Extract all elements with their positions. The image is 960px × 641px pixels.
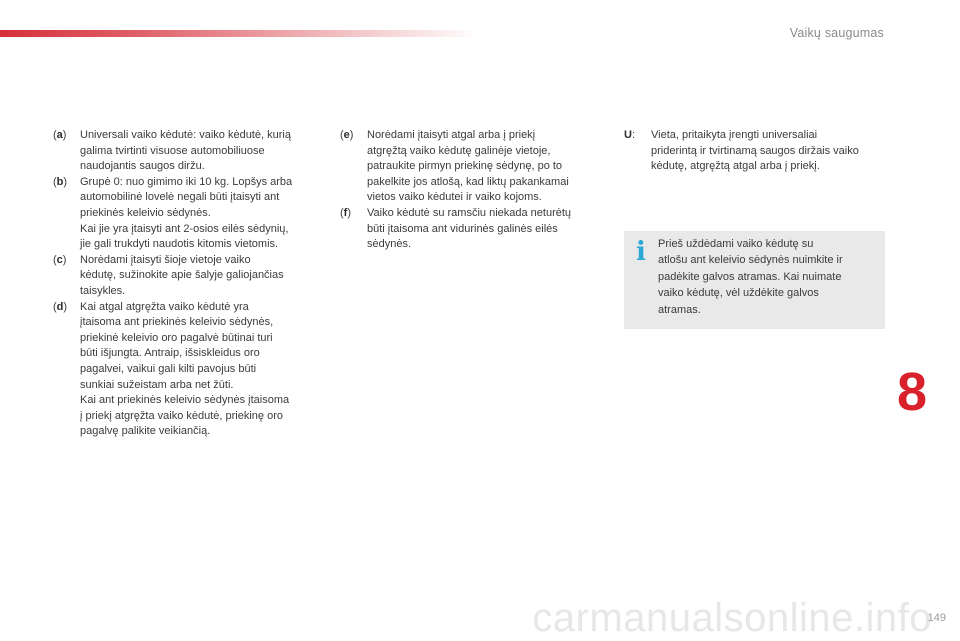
text-line: Norėdami įtaisyti atgal arba į priekį xyxy=(367,129,536,141)
legend-key: e xyxy=(343,129,350,141)
legend-entry-c: (c) Norėdami įtaisyti šioje vietoje vaiko kėdutę, sužinokite apie šalyje galiojančias taisykles. xyxy=(53,253,321,300)
column-1 xyxy=(53,128,321,440)
text-line: vaiko kėdutę, vėl uždėkite galvos xyxy=(658,287,819,300)
text-line: kėdutę, atgręžtą atgal arba į priekį. xyxy=(651,160,820,173)
text-line: atramas. xyxy=(658,303,701,316)
text-line: pagalvei, vaikui gali kilti pavojus būti xyxy=(80,362,257,375)
legend-entry-b: (b) Grupė 0: nuo gimimo iki 10 kg. Lopšys arba automobilinė lovelė negali būti įtaisyti ant priekinės keleivio sėdynės. Kai jie yra įtaisyti ant 2-osios eilės sėdynių, jie gali trukdyti naudotis kitomis vietomis. xyxy=(53,175,321,253)
legend-key: U xyxy=(624,129,632,141)
legend-key: f xyxy=(343,206,348,219)
legend-key: d xyxy=(56,300,64,313)
text-line: įtaisoma ant priekinės keleivio sėdynės, xyxy=(80,316,274,329)
page-number: 149 xyxy=(927,612,946,624)
text-line: Norėdami įtaisyti šioje vietoje vaiko xyxy=(80,253,251,266)
legend-entry-f: (f) Vaiko kėdutė su ramsčiu niekada neturėtų būti įtaisoma ant vidurinės galinės eilės sėdynės. xyxy=(340,206,600,253)
legend-entry-a: (a) Universali vaiko kėdutė: vaiko kėdutė, kurią galima tvirtinti visuose automobiliuose naudojantis saugos diržu. xyxy=(53,128,321,175)
text-line: Vieta, pritaikyta įrengti universaliai xyxy=(651,129,818,141)
watermark: carmanualsonline.info xyxy=(532,596,932,640)
text-line: Kai jie yra įtaisyti ant 2-osios eilės sėdynių, xyxy=(80,222,289,235)
text-line: galima tvirtinti visuose automobiliuose xyxy=(80,144,265,157)
text-line: naudojantis saugos diržu. xyxy=(80,160,205,173)
text-line: būti išjungta. Antraip, išsiskleidus oro xyxy=(80,347,260,360)
legend-key: c xyxy=(56,253,63,266)
info-icon: i xyxy=(636,237,646,267)
text-line: Vaiko kėdutė su ramsčiu niekada neturėtų xyxy=(367,206,572,219)
info-box xyxy=(624,231,885,329)
text-line: taisykles. xyxy=(80,284,126,297)
text-line: Grupė 0: nuo gimimo iki 10 kg. Lopšys arba xyxy=(80,175,293,188)
text-line: padėkite galvos atramas. Kai nuimate xyxy=(658,270,842,283)
legend-entry-e: (e) Norėdami įtaisyti atgal arba į priekį atgręžtą vaiko kėdutę galinėje vietoje, patraukite pirmyn priekinę sėdynę, po to pakelkite jos atlošą, kad liktų pakankamai vietos vaiko kėdutei ir vaiko kojoms. xyxy=(340,128,600,206)
column-2 xyxy=(340,128,600,253)
text-line: Kai atgal atgręžta vaiko kėdutė yra xyxy=(80,300,249,313)
legend-key: a xyxy=(56,129,63,141)
text-line: Prieš uždėdami vaiko kėdutę su xyxy=(658,238,814,250)
column-3 xyxy=(624,128,886,175)
text-line: priekinės keleivio sėdynės. xyxy=(80,206,211,219)
text-line: priekinė keleivio oro pagalvė būtinai turi xyxy=(80,331,273,344)
text-line: patraukite pirmyn priekinę sėdynę, po to xyxy=(367,160,563,173)
chapter-number: 8 xyxy=(897,362,928,422)
header-accent-bar xyxy=(0,30,480,37)
section-title: Vaikų saugumas xyxy=(789,26,884,40)
text-line: pagalvę palikite veikiančią. xyxy=(80,425,211,438)
text-line: atgręžtą vaiko kėdutę galinėje vietoje, xyxy=(367,144,551,157)
text-line: Kai ant priekinės keleivio sėdynės įtaisoma xyxy=(80,394,290,407)
legend-key: b xyxy=(56,175,64,188)
info-text xyxy=(658,236,876,318)
text-line: Universali vaiko kėdutė: vaiko kėdutė, kurią xyxy=(80,129,291,141)
text-line: į priekį atgręžta vaiko kėdutė, priekinę oro xyxy=(80,409,283,422)
text-line: jie gali trukdyti naudotis kitomis vietomis. xyxy=(80,238,279,251)
legend-entry-u: U: Vieta, pritaikyta įrengti universaliai priderintą ir tvirtinamą saugos diržais vaiko kėdutę, atgręžtą atgal arba į priekį. xyxy=(624,128,886,175)
text-line: sėdynės. xyxy=(367,238,412,251)
text-line: kėdutę, sužinokite apie šalyje galiojančias xyxy=(80,269,284,282)
text-line: pakelkite jos atlošą, kad liktų pakankamai xyxy=(367,175,569,188)
text-line: sunkiai sužeistam arba net žūti. xyxy=(80,378,234,391)
text-line: būti įtaisoma ant vidurinės galinės eilės xyxy=(367,222,558,235)
text-line: atlošu ant keleivio sėdynės nuimkite ir xyxy=(658,254,843,267)
text-line: vietos vaiko kėdutei ir vaiko kojoms. xyxy=(367,191,542,204)
text-line: automobilinė lovelė negali būti įtaisyti ant xyxy=(80,191,280,204)
text-line: priderintą ir tvirtinamą saugos diržais vaiko xyxy=(651,144,859,157)
legend-entry-d: (d) Kai atgal atgręžta vaiko kėdutė yra įtaisoma ant priekinės keleivio sėdynės, priekinė keleivio oro pagalvė būtinai turi būti išjungta. Antraip, išsiskleidus oro pagalvei, vaikui gali kilti pavojus būti sunkiai sužeistam arba net žūti. Kai ant priekinės keleivio sėdynės įtaisoma į priekį atgręžta vaiko kėdutė, priekinę oro pagalvę palikite veikiančią. xyxy=(53,300,321,440)
